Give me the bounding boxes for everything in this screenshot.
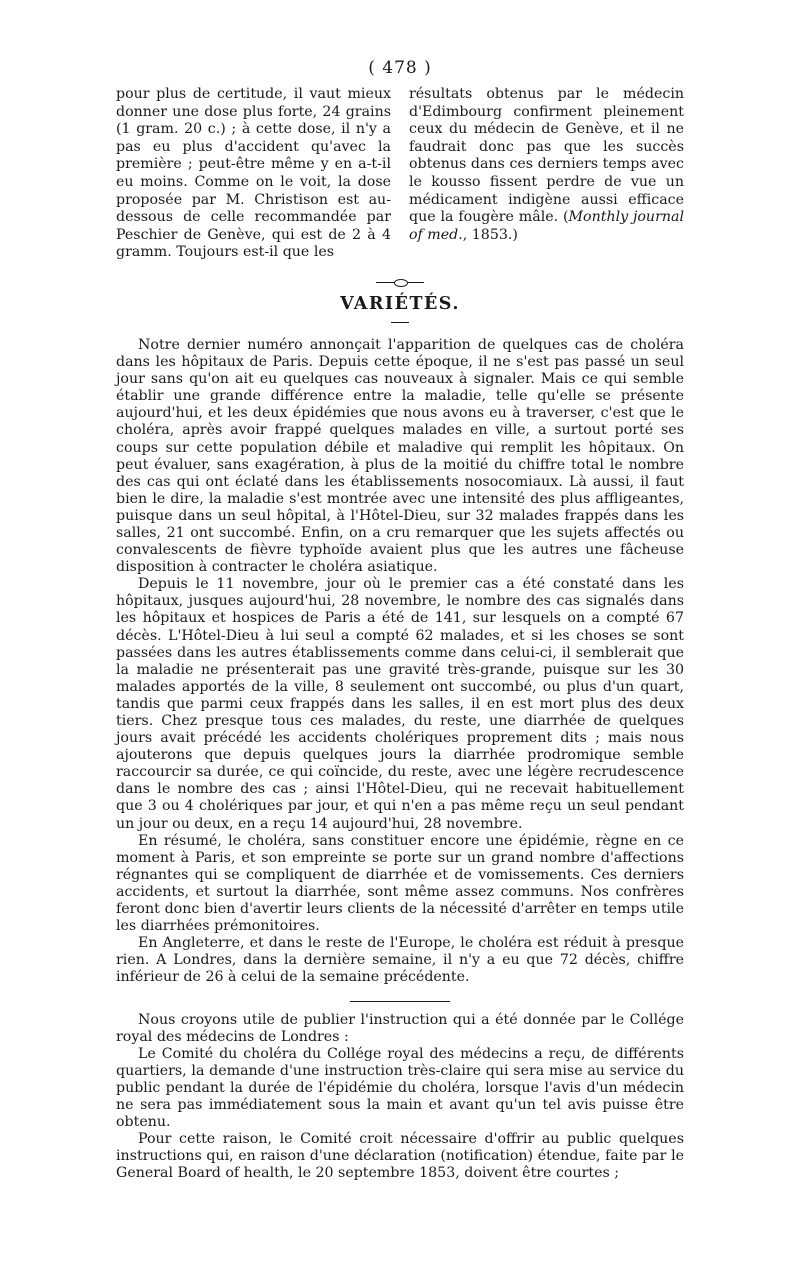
instruction-paragraph-2: Le Comité du choléra du Collége royal des médecins a reçu, de différents quartiers, la demande d'une instruction très-claire qui sera mise au service du public pendant la durée de l'épidémie du choléra, lorsque l'avis d'un médecin ne sera pas immédiatement sous la main et avant qu'un tel avis puisse être obtenu. [116,1045,684,1131]
left-column-text: pour plus de certitude, il vaut mieux donner une dose plus forte, 24 grains (1 gram. 20 c.) ; à cette dose, il n'y a pas eu plus d'accident qu'avec la première ; peut-être même y en a-t-il eu moins. Comme on le voit, la dose proposée par M. Christison est au-dessous de celle recommandée par Peschier de Genève, qui est de 2 à 4 gramm. Toujours est-il que les [116,86,391,261]
title-dash [391,322,409,323]
book-page [116,58,684,1182]
ornament-separator [376,278,424,288]
citation-year: , 1853.) [462,226,518,243]
instruction-paragraph-1: Nous croyons utile de publier l'instruction qui a été donnée par le Collége royal des médecins de Londres : [116,1011,684,1045]
journal-citation: Monthly journal of med. [409,209,684,243]
two-column-block [116,86,684,262]
right-column [409,86,684,262]
right-column-text: résultats obtenus par le médecin d'Edimbourg confirment pleinement ceux du médecin de Genève, et il ne faudrait donc pas que les succès obtenus dans ces derniers temps avec le kousso fissent perdre de vue un médicament indigène aussi efficace que la fougère mâle. ( [409,86,684,226]
page-number: ( 478 ) [368,58,432,78]
varietes-paragraph-4: En Angleterre, et dans le reste de l'Europe, le choléra est réduit à presque rien. A Londres, dans la dernière semaine, il n'y a eu que 72 décès, chiffre inférieur de 26 à celui de la semaine précédente. [116,935,684,986]
instruction-body [116,1012,684,1183]
varietes-paragraph-1: Notre dernier numéro annonçait l'apparition de quelques cas de choléra dans les hôpitaux de Paris. Depuis cette époque, il ne s'est pas passé un seul jour sans qu'on ait eu quelques cas nouveaux à signaler. Mais ce qui semble établir une grande différence entre la maladie, telle qu'elle se présente aujourd'hui, et les deux épidémies que nous avons eu à traverser, c'est que le choléra, après avoir frappé quelques malades en ville, a surtout porté ses coups sur cette population débile et maladive qui remplit les hôpitaux. On peut évaluer, sans exagération, à plus de la moitié du chiffre total le nombre des cas qui ont éclaté dans les établissements nosocomiaux. Là aussi, il faut bien le dire, la maladie s'est montrée avec une intensité des plus affligeantes, puisque dans un seul hôpital, à l'Hôtel-Dieu, sur 32 malades frappés dans les salles, 21 ont succombé. Enfin, on a cru remarquer que les sujets affectés ou convalescents de fièvre typhoïde avaient plus que les autres une fâcheuse disposition à contracter le choléra asiatique. [116,336,684,576]
right-column-paragraph [409,86,684,244]
section-rule [350,1001,450,1002]
varietes-body [116,337,684,987]
section-title: VARIÉTÉS. [340,293,460,314]
instruction-paragraph-3: Pour cette raison, le Comité croit nécessaire d'offrir au public quelques instructions qui, en raison d'une déclaration (notification) étendue, faite par le General Board of health, le 20 septembre 1853, doivent être courtes ; [116,1131,684,1182]
varietes-paragraph-2: Depuis le 11 novembre, jour où le premier cas a été constaté dans les hôpitaux, jusques aujourd'hui, 28 novembre, le nombre des cas signalés dans les hôpitaux et hospices de Paris a été de 141, sur lesquels on a compté 67 décès. L'Hôtel-Dieu à lui seul a compté 62 malades, et si les choses se sont passées dans les autres établissements comme dans celui-ci, il semblerait que la maladie ne présenterait pas une gravité très-grande, puisque sur les 30 malades apportés de la ville, 8 seulement ont succombé, ou plus d'un quart, tandis que parmi ceux frappés dans les salles, il en est mort plus des deux tiers. Chez presque tous ces malades, du reste, une diarrhée de quelques jours avait précédé les accidents cholériques proprement dits ; mais nous ajouterons que depuis quelques jours la diarrhée prodromique semble raccourcir sa durée, ce qui coïncide, du reste, avec une légère recrudescence dans le nombre des cas ; ainsi l'Hôtel-Dieu, qui ne recevait habituellement que 3 ou 4 cholériques par jour, et qui n'en a pas même reçu un seul pendant un jour ou deux, en a reçu 14 aujourd'hui, 28 novembre. [116,576,684,832]
left-column [116,86,391,262]
varietes-paragraph-3: En résumé, le choléra, sans constituer encore une épidémie, règne en ce moment à Paris, et son empreinte se porte sur un grand nombre d'affections régnantes qui se compliquent de diarrhée et de vomissements. Ces derniers accidents, et surtout la diarrhée, sont même assez communs. Nos confrères feront donc bien d'avertir leurs clients de la nécessité d'arrêter en temps utile les diarrhées prémonitoires. [116,832,684,935]
